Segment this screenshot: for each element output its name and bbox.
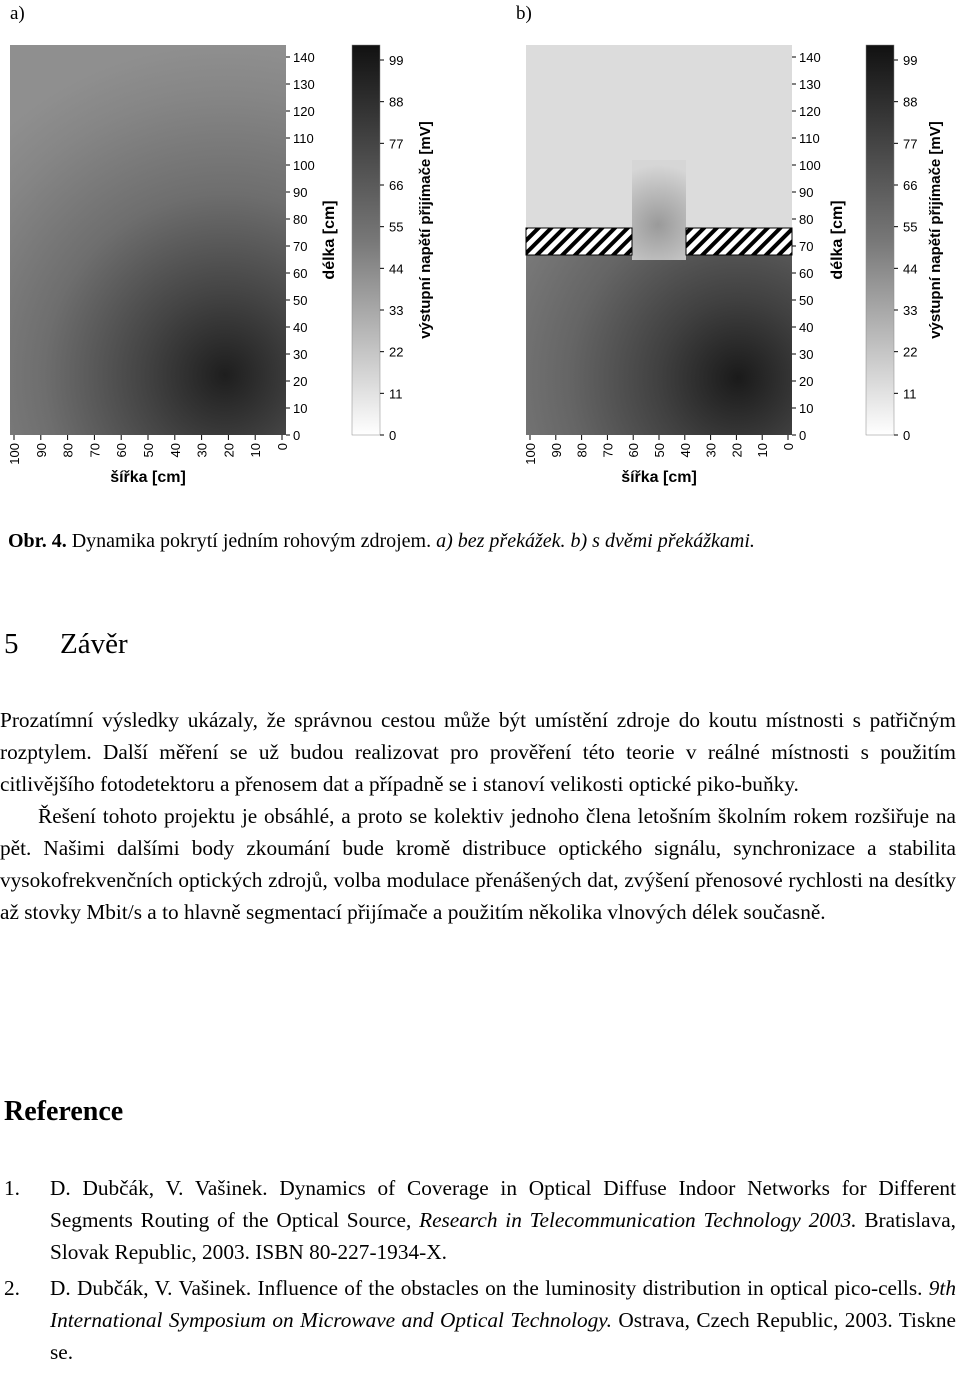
colorbar-title: výstupní napětí přijímače [mV] — [417, 121, 434, 339]
x-axis-title: šířka [cm] — [110, 469, 186, 486]
x-tick-label: 60 — [114, 443, 130, 458]
section-number: 5 — [4, 628, 19, 660]
caption-text: Dynamika pokrytí jedním rohovým zdrojem. — [71, 530, 432, 552]
section-title: Závěr — [60, 628, 128, 660]
colorbar-tick-label: 55 — [389, 219, 404, 235]
y-tick-label: 10 — [293, 401, 308, 416]
colorbar-tick-label: 88 — [389, 94, 404, 110]
figure-caption — [8, 530, 755, 553]
colorbar-tick-label: 66 — [903, 178, 918, 193]
x-tick-label: 30 — [703, 443, 719, 458]
x-tick-label: 90 — [33, 443, 49, 458]
x-tick-label: 90 — [548, 443, 564, 458]
colorbar-tick-label: 22 — [389, 344, 404, 360]
colorbar-tick-label: 66 — [389, 178, 404, 193]
colorbar-tick-label: 55 — [903, 219, 918, 235]
obstacle-left — [526, 228, 632, 255]
x-tick-label: 70 — [600, 443, 616, 458]
heatmap-a — [10, 45, 286, 435]
section-body — [0, 704, 956, 928]
colorbar-tick-label: 99 — [903, 53, 918, 68]
x-tick-label: 100 — [7, 443, 22, 465]
heatmap-b-gap-beam — [632, 160, 686, 260]
panel-b-label: b) — [516, 3, 532, 24]
y-tick-label: 80 — [293, 212, 308, 227]
y-tick-label: 130 — [799, 77, 821, 92]
x-tick-label: 60 — [626, 443, 642, 458]
x-tick-label: 40 — [677, 443, 693, 458]
colorbar-b — [866, 45, 894, 435]
y-tick-label: 110 — [293, 131, 314, 146]
y-tick-label: 120 — [293, 104, 315, 119]
figure-heatmaps — [0, 0, 960, 515]
colorbar-tick-label: 44 — [389, 261, 404, 277]
paragraph-1: Prozatímní výsledky ukázaly, že správnou cestou může být umístění zdroje do koutu místnosti s patřičným rozptylem. Další měření se už budou realizovat pro prověření této teorie v reálné místnosti s použitím citlivějšího fotodetektoru a přenosem dat a případně se i stanoví velikosti optické piko-buňky. — [0, 708, 956, 796]
section-heading — [4, 628, 128, 661]
y-tick-label: 50 — [293, 293, 308, 308]
y-tick-label: 50 — [799, 293, 814, 308]
colorbar-tick-label: 77 — [389, 136, 404, 152]
x-tick-label: 40 — [167, 443, 183, 458]
colorbar-tick-label: 11 — [903, 386, 917, 402]
y-tick-label: 130 — [293, 77, 315, 92]
y-tick-label: 100 — [799, 158, 821, 173]
y-tick-label: 0 — [799, 428, 807, 443]
y-tick-label: 100 — [293, 158, 315, 173]
reference-venue: Research in Telecommunication Technology 2003. — [419, 1208, 857, 1232]
x-tick-label: 50 — [141, 443, 156, 458]
panel-a-label: a) — [10, 3, 25, 24]
reference-authors-title: D. Dubčák, V. Vašinek. Dynamics of Coverage in Optical Diffuse Indoor Networks for Different Segments Routing of the Optical Source, — [50, 1176, 956, 1232]
x-tick-label: 80 — [60, 443, 76, 458]
y-tick-label: 30 — [293, 347, 308, 362]
y-tick-label: 80 — [799, 212, 814, 227]
colorbar-a — [352, 45, 380, 435]
reference-item — [0, 1272, 956, 1368]
y-tick-label: 60 — [799, 266, 814, 281]
x-tick-label: 20 — [729, 443, 745, 458]
colorbar-tick-label: 22 — [903, 344, 918, 360]
y-tick-label: 140 — [293, 50, 315, 65]
colorbar-tick-label: 88 — [903, 94, 918, 110]
x-tick-label: 50 — [652, 443, 667, 458]
colorbar-tick-label: 33 — [903, 303, 918, 318]
caption-label: Obr. 4. — [8, 530, 67, 552]
colorbar-tick-label: 0 — [389, 428, 397, 443]
y-tick-label: 70 — [799, 239, 814, 254]
colorbar-tick-label: 11 — [389, 386, 403, 402]
x-axis-title: šířka [cm] — [621, 469, 697, 486]
reference-number: 2. — [4, 1276, 20, 1300]
obstacle-right — [686, 228, 792, 255]
y-tick-label: 30 — [799, 347, 814, 362]
y-tick-label: 110 — [799, 131, 820, 146]
x-tick-label: 70 — [87, 443, 103, 458]
references-list — [0, 1172, 956, 1368]
paragraph-2: Řešení tohoto projektu je obsáhlé, a proto se kolektiv jednoho člena letošním školním rokem rozšiřuje na pět. Našimi dalšími body zkoumání bude kromě distribuce optického signálu, synchronizace a stabilita vysokofrekvenčních optických zdrojů, volba modulace přenášených dat, zvýšení přenosové rychlosti na desítky až stovky Mbit/s a to hlavně segmentací přijímače a použitím několika vlnových délek současně. — [0, 804, 956, 924]
x-tick-label: 10 — [755, 443, 771, 458]
x-tick-label: 0 — [781, 443, 796, 451]
y-tick-label: 40 — [799, 320, 814, 335]
x-tick-label: 10 — [248, 443, 264, 458]
x-tick-label: 20 — [221, 443, 237, 458]
x-tick-label: 30 — [194, 443, 210, 458]
colorbar-tick-label: 99 — [389, 53, 404, 68]
reference-venue: 9th International Symposium on Microwave and Optical Technology. — [50, 1276, 956, 1332]
y-tick-label: 40 — [293, 320, 308, 335]
references-heading: Reference — [4, 1096, 124, 1127]
heatmap-b-lower — [526, 255, 792, 435]
x-tick-label: 100 — [523, 443, 538, 465]
y-tick-label: 90 — [293, 185, 308, 200]
colorbar-title: výstupní napětí přijímače [mV] — [927, 121, 944, 339]
y-tick-label: 60 — [293, 266, 308, 281]
reference-authors-title: D. Dubčák, V. Vašinek. Influence of the obstacles on the luminosity distribution in optical pico-cells. — [50, 1276, 923, 1300]
y-tick-label: 0 — [293, 428, 301, 443]
y-tick-label: 90 — [799, 185, 814, 200]
reference-number: 1. — [4, 1176, 20, 1200]
y-tick-label: 20 — [293, 374, 308, 389]
y-axis-title: délka [cm] — [321, 200, 338, 280]
reference-details: Bratislava, Slovak Republic, 2003. ISBN 80-227-1934-X. — [50, 1208, 957, 1264]
colorbar-tick-label: 0 — [903, 428, 911, 443]
y-tick-label: 140 — [799, 50, 821, 65]
x-tick-label: 80 — [574, 443, 590, 458]
y-tick-label: 120 — [799, 104, 821, 119]
colorbar-tick-label: 33 — [389, 303, 404, 318]
colorbar-tick-label: 44 — [903, 261, 918, 277]
reference-details: Ostrava, Czech Republic, 2003. Tiskne se. — [50, 1308, 957, 1364]
colorbar-tick-label: 77 — [903, 136, 918, 152]
y-axis-title: délka [cm] — [829, 200, 846, 280]
caption-parts: a) bez překážek. b) s dvěmi překážkami. — [436, 530, 755, 552]
x-tick-label: 0 — [275, 443, 290, 451]
y-tick-label: 10 — [799, 401, 814, 416]
y-tick-label: 70 — [293, 239, 308, 254]
y-tick-label: 20 — [799, 374, 814, 389]
reference-item — [0, 1172, 956, 1268]
